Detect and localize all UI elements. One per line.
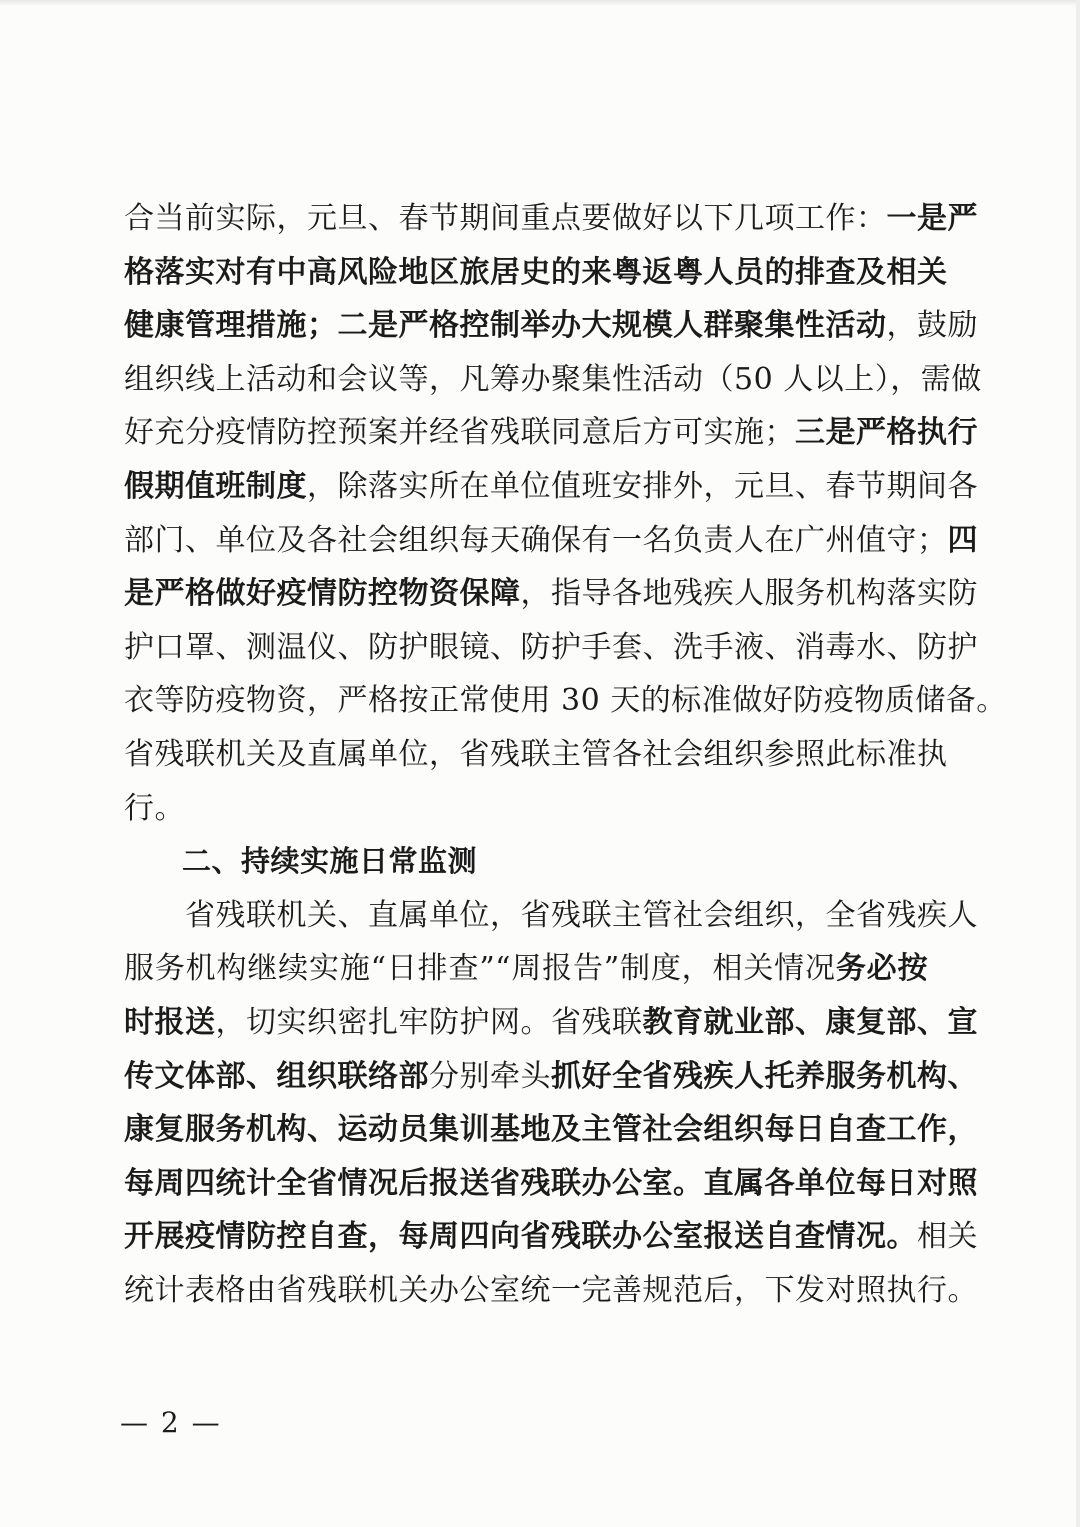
text-line <box>124 514 978 568</box>
text-line <box>124 1210 978 1264</box>
paragraph-work-items <box>124 192 1007 835</box>
text-line <box>124 621 978 675</box>
text-run: 衣等防疫物资，严格按正常使用 30 天的标准做好防疫物质储备。 <box>124 683 1007 719</box>
text-line <box>124 996 978 1050</box>
text-run: 合当前实际，元旦、春节期间重点要做好以下几项工作： <box>124 201 887 236</box>
bold-text-run: 格落实对有中高风险地区旅居史的来粤返粤人员的排查及相关 <box>124 254 948 290</box>
text-run: 省残联机关及直属单位，省残联主管各社会组织参照此标准执 <box>124 736 948 772</box>
page-number: — 2 — <box>120 1406 222 1439</box>
text-run: ，指导各地残疾人服务机构落实防 <box>520 576 978 612</box>
text-line <box>124 406 978 460</box>
bold-text-run: 健康管理措施；二是严格控制举办大规模人群聚集性活动 <box>124 308 887 344</box>
bold-text-run: 传文体部、组织联络部 <box>124 1058 429 1094</box>
scan-edge-right <box>1076 0 1080 1527</box>
text-run: 省残联机关、直属单位，省残联主管社会组织，全省残疾人 <box>124 897 978 933</box>
text-line <box>124 942 928 996</box>
text-line <box>124 728 948 782</box>
text-run: ，除落实所在单位值班安排外，元旦、春节期间各 <box>307 468 978 504</box>
bold-text-run: 教育就业部、康复部、宣 <box>642 1004 978 1040</box>
bold-text-run: 假期值班制度 <box>124 468 307 504</box>
paragraph-daily-monitoring <box>124 889 978 1318</box>
text-run: 分别牵头 <box>429 1058 551 1094</box>
text-line <box>124 460 978 514</box>
bold-text-run: 务必按 <box>835 951 928 987</box>
bold-text-run: 四 <box>947 522 978 558</box>
text-line <box>124 299 978 353</box>
text-line <box>124 1157 978 1211</box>
text-run: ，切实织密扎牢防护网。省残联 <box>215 1004 643 1040</box>
text-run: ，鼓励 <box>886 308 978 344</box>
document-body <box>124 192 1007 1317</box>
text-line <box>124 246 948 300</box>
text-line <box>124 192 978 246</box>
text-run: 好充分疫情防控预案并经省残联同意后方可实施； <box>124 415 795 451</box>
bold-text-run: 开展疫情防控自查，每周四向省残联办公室报送自查情况。 <box>124 1219 917 1255</box>
text-line <box>124 567 978 621</box>
text-line <box>124 353 982 407</box>
bold-text-run: 康复服务机构、运动员集训基地及主管社会组织每日自查工作， <box>124 1112 978 1148</box>
section-heading: 二、持续实施日常监测 <box>182 844 478 879</box>
text-run: 服务机构继续实施“日排查”“周报告”制度，相关情况 <box>124 951 836 987</box>
text-line <box>124 782 928 836</box>
text-line <box>124 1050 978 1104</box>
scan-edge-top <box>0 0 1080 6</box>
bold-text-run: 三是严格执行 <box>795 415 978 451</box>
text-run: 组织线上活动和会议等，凡筹办聚集性活动（50 人以上），需做 <box>124 361 982 397</box>
bold-text-run: 抓好全省残疾人托养服务机构、 <box>551 1058 978 1094</box>
text-line <box>124 1103 978 1157</box>
text-run: 行。 <box>124 790 185 826</box>
text-line <box>124 889 978 943</box>
bold-text-run: 是严格做好疫情防控物资保障 <box>124 576 521 612</box>
bold-text-run: 一是严 <box>886 201 978 236</box>
text-run: 相关 <box>917 1219 978 1255</box>
text-run: 统计表格由省残联机关办公室统一完善规范后，下发对照执行。 <box>124 1272 978 1308</box>
text-run: 部门、单位及各社会组织每天确保有一名负责人在广州值守； <box>124 522 948 558</box>
text-line <box>124 674 1007 728</box>
text-run: 护口罩、测温仪、防护眼镜、防护手套、洗手液、消毒水、防护 <box>124 629 978 665</box>
text-line <box>124 1264 978 1318</box>
bold-text-run: 每周四统计全省情况后报送省残联办公室。直属各单位每日对照 <box>124 1165 978 1201</box>
bold-text-run: 时报送 <box>124 1004 216 1040</box>
